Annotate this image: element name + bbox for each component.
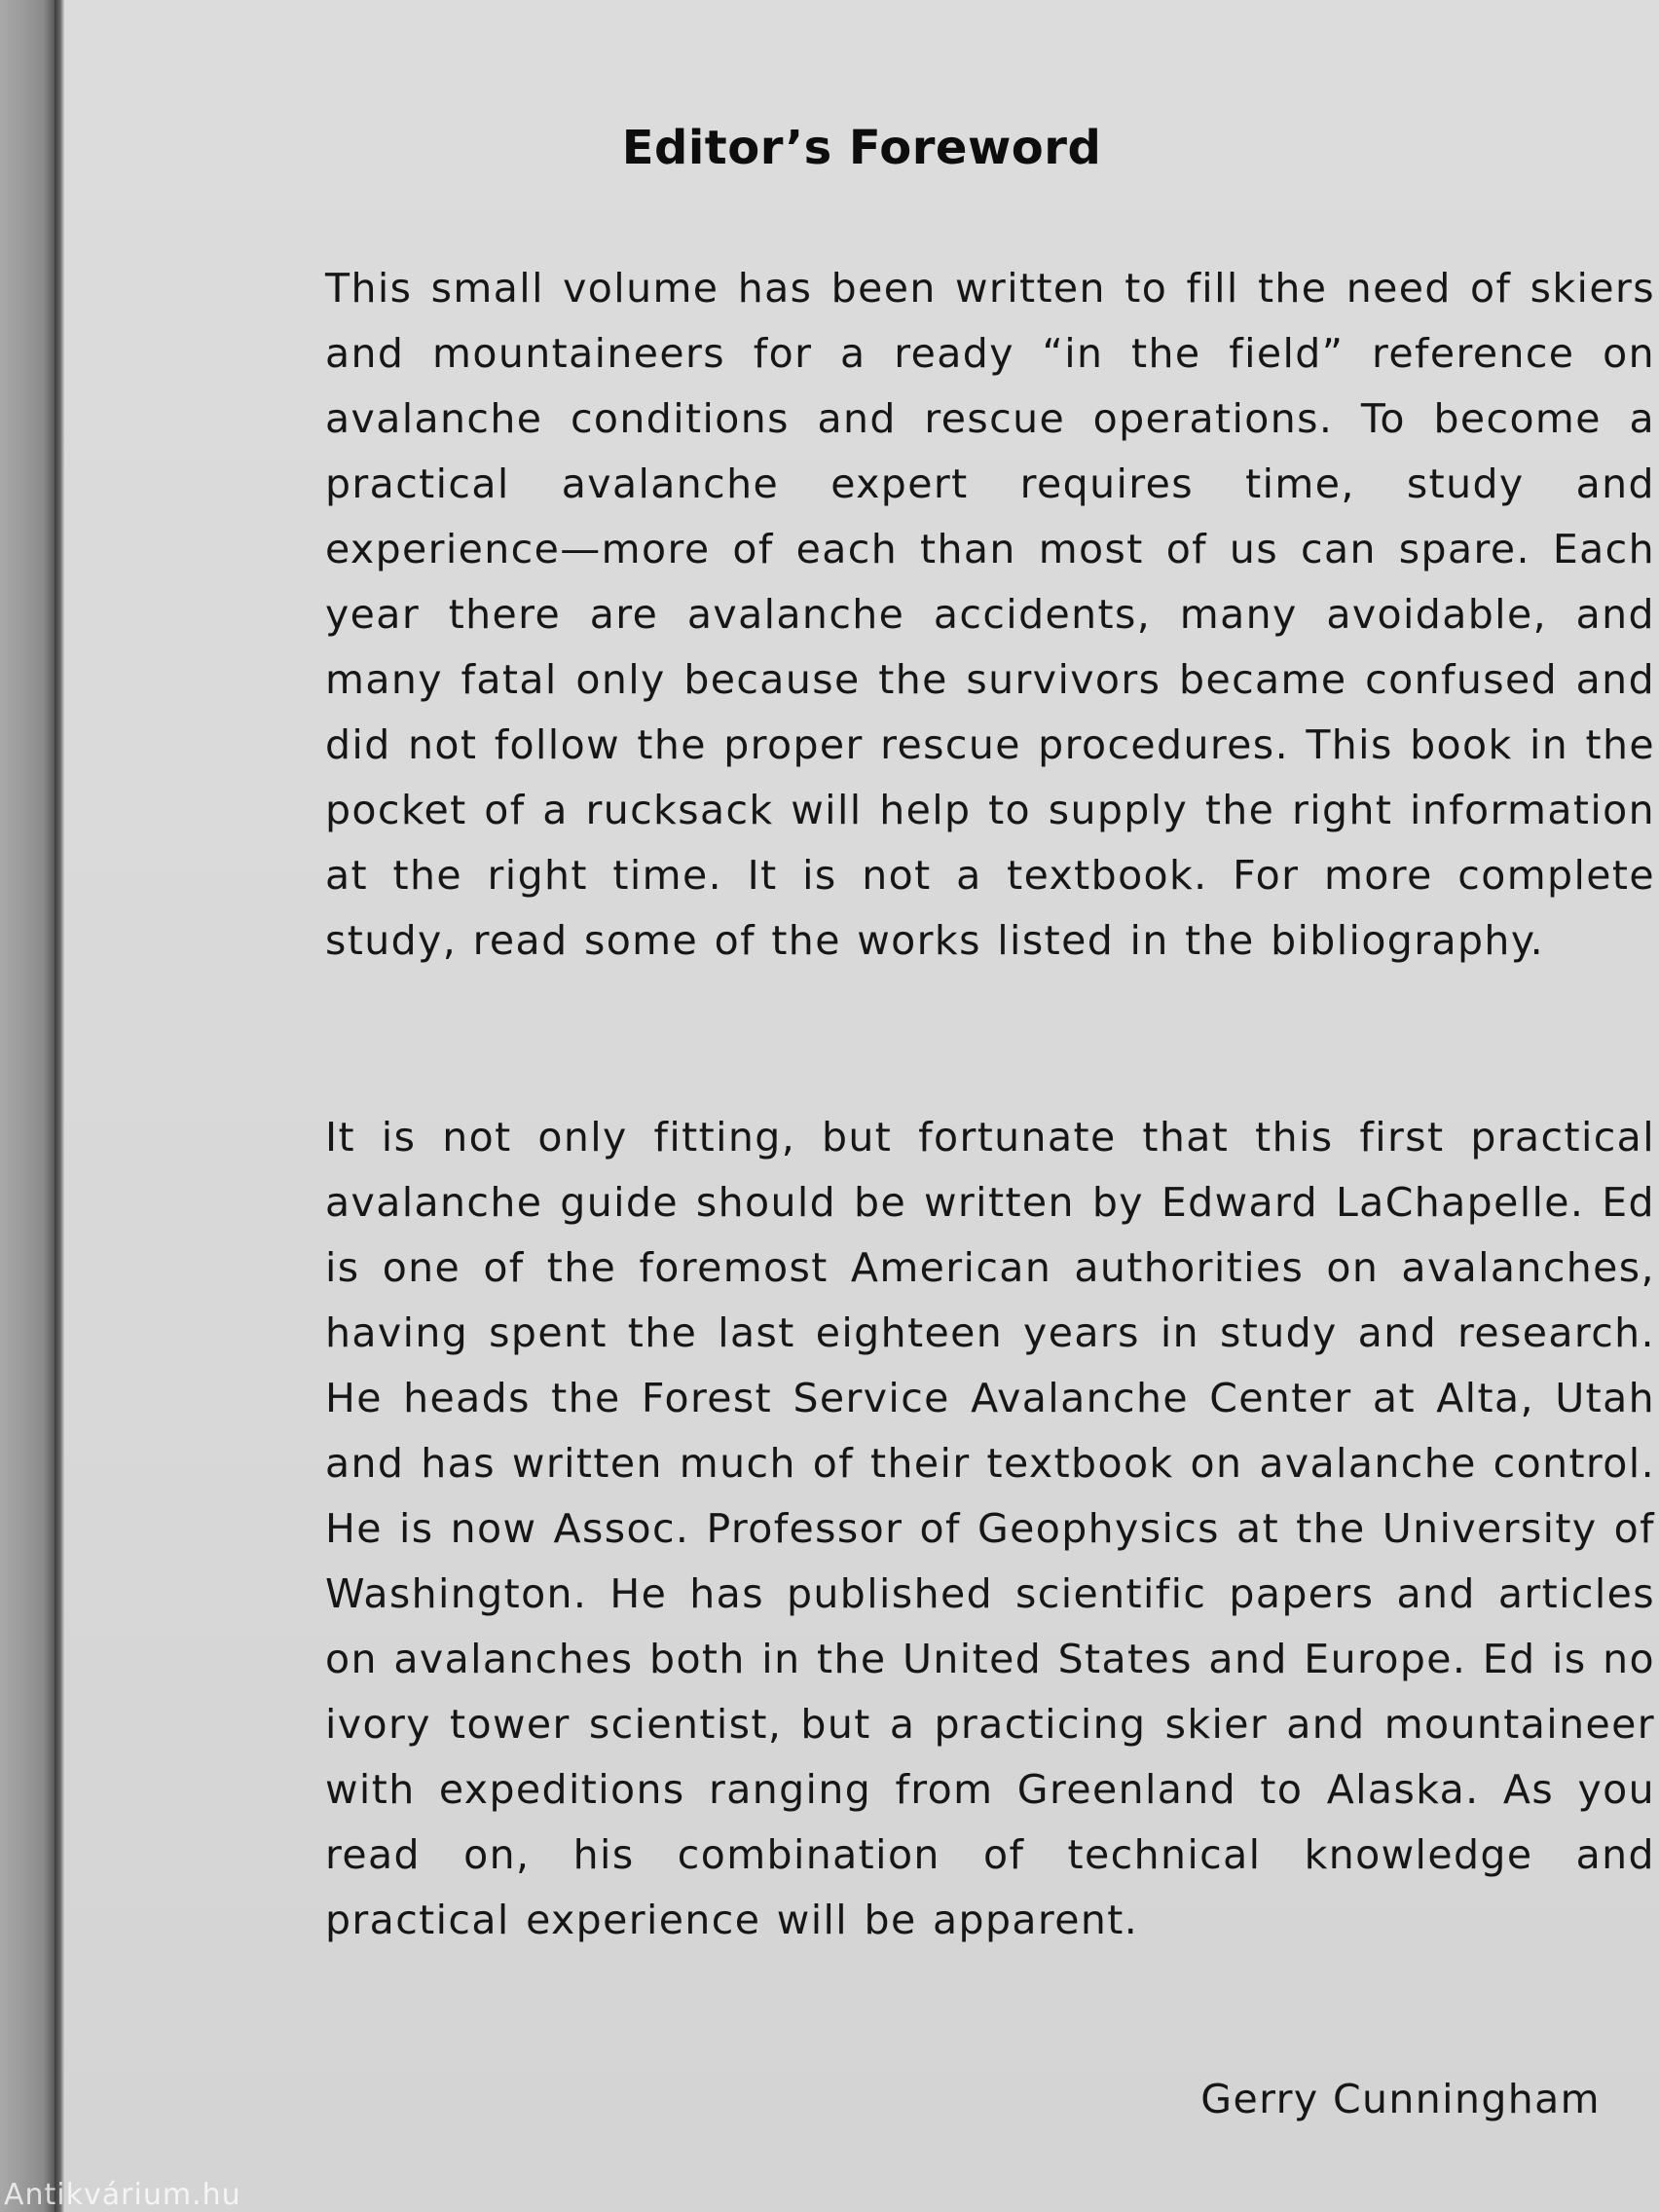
paragraph-2: It is not only fitting, but fortunate that this first practical avalanche guide should be written by Edward LaChapelle. Ed is one of the foremost American authorities on avalanches, having spent the last eighteen years in study and research. He heads the Forest Service Avalanche Center at Alta, Utah and has written much of their textbook on avalanche control. He is now Assoc. Professor of Geophysics at the University of Washington. He has published scientific papers and articles on avalanches both in the United States and Europe. Ed is no ivory tower scientist, but a practicing skier and mountaineer with expeditions ranging from Greenland to Alaska. As you read on, his combination of technical knowledge and practical experience will be apparent. <box>325 1114 1655 1943</box>
book-page <box>64 0 1659 2212</box>
book-spine <box>0 0 55 2212</box>
paragraph-1: This small volume has been written to fill the need of skiers and mountaineers for a ready “in the field” reference on avalanche conditions and rescue operations. To become a practical avalanche expert requires time, study and experience—more of each than most of us can spare. Each year there are avalanche accidents, many avoidable, and many fatal only because the survivors became confused and did not follow the proper rescue procedures. This book in the pocket of a rucksack will help to supply the right information at the right time. It is not a textbook. For more complete study, read some of the works listed in the bibliography. <box>325 265 1655 964</box>
page-title: Editor’s Foreword <box>621 121 1102 175</box>
watermark: Antikvárium.hu <box>4 2178 241 2212</box>
page-edge-shadow <box>55 0 64 2212</box>
author-signature: Gerry Cunningham <box>1200 2076 1601 2122</box>
